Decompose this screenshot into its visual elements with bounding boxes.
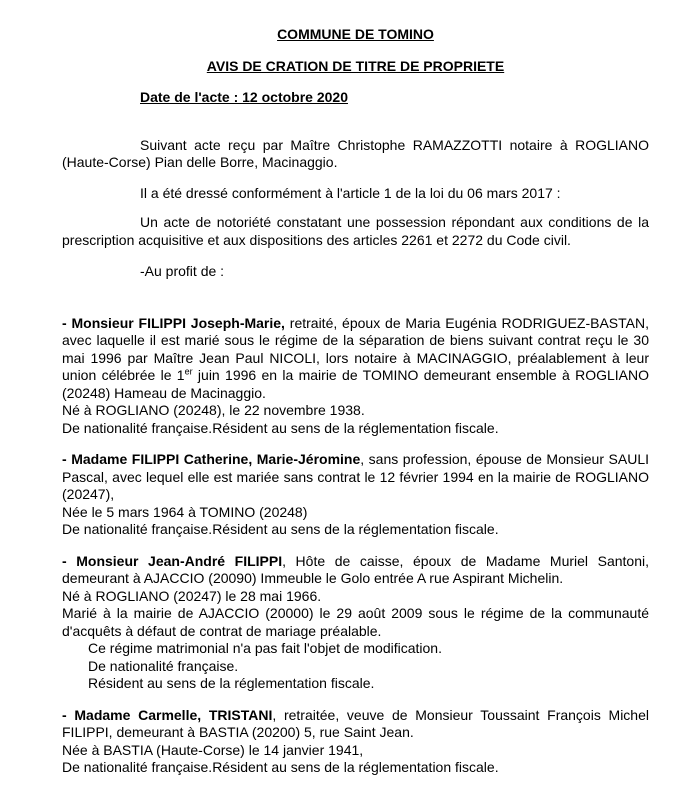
beneficiary-name: - Madame Carmelle, TRISTANI: [62, 706, 273, 723]
birth-line: Née à BASTIA (Haute-Corse) le 14 janvier 1941,: [62, 741, 364, 758]
acte-date-line: Date de l'acte : 12 octobre 2020: [140, 89, 348, 105]
beneficiary-block-filippi-catherine: [62, 451, 649, 539]
marriage-paragraph: Marié à la mairie de AJACCIO (20000) le 29 août 2009 sous le régime de la communauté d'acquêts à défaut de contrat de mariage préalable.: [62, 605, 649, 639]
nationality-line: De nationalité française.Résident au sens de la réglementation fiscale.: [62, 419, 499, 436]
regime-line: Ce régime matrimonial n'a pas fait l'objet de modification.: [88, 640, 442, 656]
beneficiary-name: - Madame FILIPPI Catherine, Marie-Jéromine: [62, 451, 361, 467]
beneficiary-block-tristani-carmelle: [62, 707, 649, 777]
intro-paragraph-notoriete: Un acte de notoriété constatant une possession répondant aux conditions de la prescription acquisitive et aux dispositions des articles 2261 et 2272 du Code civil.: [62, 214, 649, 248]
birth-line: Né à ROGLIANO (20247) le 28 mai 1966.: [62, 587, 322, 604]
beneficiary-details-continued: juin 1996 en la mairie de TOMINO demeurant ensemble à ROGLIANO (20248) Hameau de Macinaggio.: [62, 367, 649, 401]
beneficiary-name: - Monsieur Jean-André FILIPPI: [62, 552, 283, 569]
birth-line: Née le 5 mars 1964 à TOMINO (20248): [62, 503, 308, 520]
beneficiary-details: , retraitée, veuve de Monsieur Toussaint François Michel FILIPPI, demeurant à BASTIA (20200) 5, rue Saint Jean.: [62, 706, 649, 740]
nationality-line: De nationalité française.Résident au sens de la réglementation fiscale.: [62, 759, 499, 775]
beneficiary-name: - Monsieur FILIPPI Joseph-Marie,: [62, 314, 285, 331]
document-subtitle: AVIS DE CRATION DE TITRE DE PROPRIETE: [206, 57, 505, 74]
document-title: COMMUNE DE TOMINO: [277, 26, 434, 42]
nationality-line: De nationalité française.: [88, 657, 239, 674]
beneficiary-paragraph: [62, 315, 649, 403]
beneficiary-details: retraité, époux de Maria Eugénia RODRIGUEZ-BASTAN, avec laquelle il est marié sous le régime de la séparation de biens suivant contrat reçu le 30 mai 1996 par Maître Jean Paul NICOLI, lors notaire à MACINAGGIO, préalablement à leur union célébrée le 1: [62, 314, 649, 383]
beneficiary-details: , sans profession, épouse de Monsieur SAULI Pascal, avec lequel elle est mariée sans contrat le 12 février 1994 en la mairie de ROGLIANO (20247),: [62, 451, 649, 502]
birth-line: Né à ROGLIANO (20248), le 22 novembre 1938.: [62, 402, 365, 418]
beneficiary-block-filippi-joseph-marie: [62, 315, 649, 438]
resident-line: Résident au sens de la réglementation fiscale.: [88, 675, 375, 691]
beneficiary-details: , Hôte de caisse, époux de Madame Muriel Santoni, demeurant à AJACCIO (20090) Immeuble le Golo entrée A rue Aspirant Michelin.: [62, 552, 649, 586]
beneficiary-block-filippi-jean-andre: [62, 553, 649, 693]
au-profit-de-line: -Au profit de :: [140, 263, 225, 279]
intro-paragraph-loi: Il a été dressé conformément à l'article 1 de la loi du 06 mars 2017 :: [140, 184, 561, 201]
intro-paragraph-notaire: Suivant acte reçu par Maître Christophe RAMAZZOTTI notaire à ROGLIANO (Haute-Corse) Pian delle Borre, Macinaggio.: [62, 136, 649, 170]
beneficiary-paragraph: [62, 553, 649, 588]
beneficiary-paragraph: [62, 451, 649, 504]
nationality-line: De nationalité française.Résident au sens de la réglementation fiscale.: [62, 521, 499, 537]
ordinal-superscript: er: [184, 366, 193, 377]
beneficiary-paragraph: [62, 707, 649, 742]
